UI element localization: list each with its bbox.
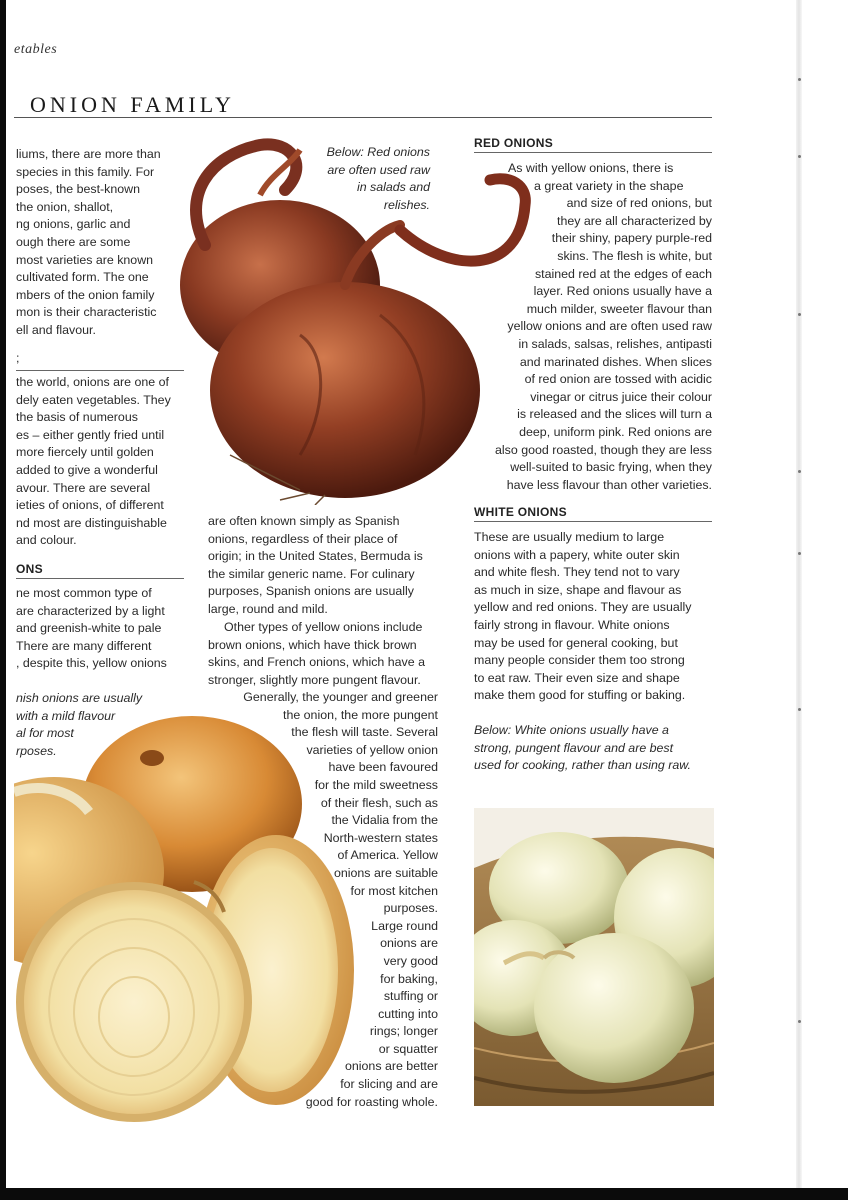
col2-para2: Other types of yellow onions include brown onions, which have thick brown skins, and French onions, which have a stronger, slightly more pungent flavour.: [208, 620, 425, 687]
scan-speck: [798, 708, 801, 711]
scan-speck: [798, 470, 801, 473]
col1-para3: ne most common type of are characterized by a light and greenish-white to pale There are many different , despite this, yellow onions: [16, 586, 167, 671]
page-gutter-shadow: [796, 0, 802, 1188]
scan-speck: [798, 552, 801, 555]
col1-para2: the world, onions are one of dely eaten vegetables. They the basis of numerous es – either gently fried until more fiercely until golden added to give a wonderful avour. There are several ieties of onions, of different nd most are distinguishable and colour.: [16, 375, 171, 548]
running-head: etables: [14, 42, 58, 57]
col1-intro: liums, there are more than species in this family. For poses, the best-known the onion, shallot, ng onions, garlic and ough there are some most varieties are known cultivated form. The one mbers of the onion family mon is their characteristic ell and flavour.: [16, 147, 161, 337]
col2-para3: Generally, the younger and greener the onion, the more pungent the flesh will taste. Several varieties of yellow onion have been favoured for the mild sweetness of their flesh, such as the Vidalia from the North-western states of America. Yellow onions are suitable for most kitchen purposes. Large round onions are very good for baking, stuffing or cutting into rings; longer or squatter onions are better for slicing and are good for roasting whole.: [243, 690, 438, 1109]
scan-speck: [798, 155, 801, 158]
red-onions-text: As with yellow onions, there is a great variety in the shape and size of red onions, but they are all characterized by their shiny, papery purple-red skins. The flesh is white, but stained red at the edges of each layer. Red onions usually have a much milder, sweeter flavour than yellow onions and are often used raw in salads, salsas, relishes, antipasti and marinated dishes. When slices of red onion are tossed with acidic vinegar or citrus juice their colour is released and the slices will turn a deep, uniform pink. Red onions are also good roasted, though they are less well-suited to basic frying, when they have less flavour than other varieties.: [495, 161, 712, 492]
page-title: ONION FAMILY: [30, 92, 235, 117]
col1-heading-rule: [16, 578, 184, 579]
red-onion-caption: Below: Red onions are often used raw in salads and relishes.: [326, 145, 430, 212]
white-onions-text: These are usually medium to large onions with a papery, white outer skin and white flesh. They tend not to vary as much in size, shape and flavour as yellow and red onions. They are usually fairly strong in flavour. White onions may be used for general cooking, but many people consider them too strong to eat raw. Their even size and shape make them good for stuffing or baking.: [474, 530, 692, 703]
white-onion-caption: Below: White onions usually have a strong, pungent flavour and are best used for cooking, rather than using raw.: [474, 723, 691, 773]
scan-speck: [798, 78, 801, 81]
scan-speck: [798, 313, 801, 316]
yellow-onion-caption: nish onions are usually with a mild flavour al for most rposes.: [16, 691, 143, 758]
red-onions-rule: [474, 152, 712, 153]
white-onions-heading: WHITE ONIONS: [474, 505, 567, 519]
white-onions-image: [474, 808, 714, 1106]
col1-marker: ;: [16, 351, 20, 365]
title-rule: [14, 117, 712, 118]
scan-speck: [798, 1020, 801, 1023]
col2-para1: are often known simply as Spanish onions, regardless of their place of origin; in the United States, Bermuda is the similar generic name. For culinary purposes, Spanish onions are usually large, round and mild.: [208, 514, 423, 616]
red-onions-heading: RED ONIONS: [474, 136, 554, 150]
scan-border-left: [0, 0, 6, 1200]
yellow-onions-image: [14, 712, 359, 1132]
scan-border-bottom: [0, 1188, 848, 1200]
col1-heading: ONS: [16, 562, 43, 576]
white-onions-rule: [474, 521, 712, 522]
